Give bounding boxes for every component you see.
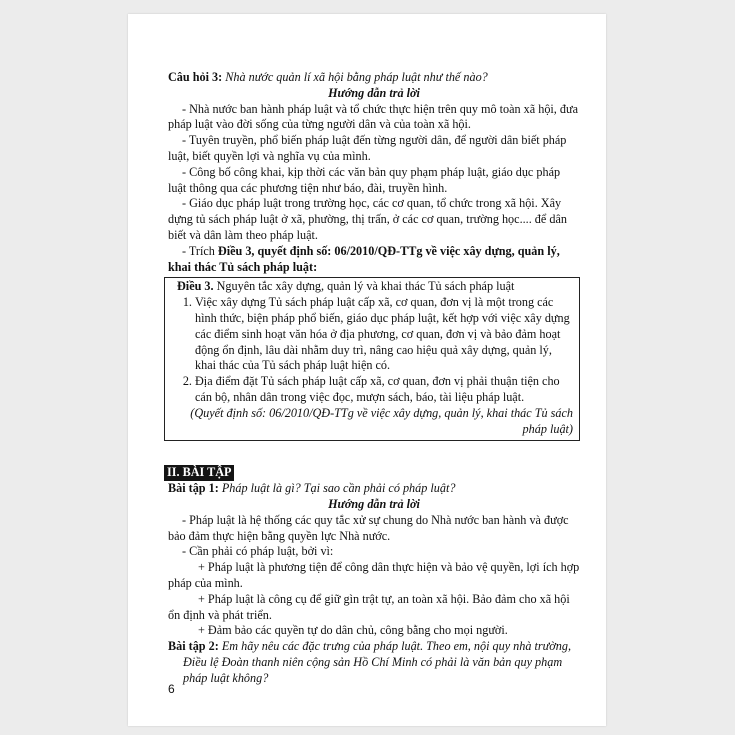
question-3 [168,70,580,86]
ex1-reason: + Pháp luật là phương tiện để công dân thực hiện và bảo vệ quyền, lợi ích hợp pháp của mình. [168,560,580,590]
q3-paragraph: - Công bố công khai, kịp thời các văn bản quy phạm pháp luật, giáo dục pháp luật thông qua các phương tiện như báo, đài, truyền hình. [168,164,561,195]
article-clauses [177,295,573,406]
quoted-article-box [164,277,580,441]
q3-citation [168,244,580,276]
exercise-1-question: Pháp luật là gì? Tại sao cần phải có pháp luật? [221,481,456,496]
question-3-text: Nhà nước quản lí xã hội bằng pháp luật như thế nào? [225,70,488,84]
exercise-2-question: Em hãy nêu các đặc trưng của pháp luật. Theo em, nội quy nhà trường, Điều lệ Đoàn thanh niên cộng sản Hồ Chí Minh có phải là văn bản quy phạm pháp luật không? [183,639,571,685]
ex1-paragraph: - Pháp luật là hệ thống các quy tắc xử sự chung do Nhà nước ban hành và được bảo đảm thực hiện bằng quyền lực Nhà nước. [168,512,569,543]
exercise-2-label: Bài tập 2: [168,639,219,654]
page-number: 6 [168,682,175,696]
q3-paragraph: - Nhà nước ban hành pháp luật và tổ chức thực hiện trên quy mô toàn xã hội, đưa pháp luật vào đời sống của từng người dân và của toàn xã hội. [168,101,579,132]
article-number: Điều 3. [177,279,214,294]
answer-guide-heading: Hướng dẫn trả lời [328,85,420,100]
ex1-reason: + Pháp luật là công cụ để giữ gìn trật tự, an toàn xã hội. Bảo đảm cho xã hội ổn định và phát triển. [168,591,570,622]
exercise-2 [168,639,580,686]
answer-guide-heading: Hướng dẫn trả lời [328,496,420,511]
page-content [168,70,580,686]
article-source: (Quyết định số: 06/2010/QĐ-TTg về việc xây dựng, quản lý, khai thác Tủ sách pháp luật) [190,405,573,436]
exercise-1-label: Bài tập 1: [168,481,219,496]
citation-prefix: - Trích [182,243,218,258]
question-3-label: Câu hỏi 3: [168,70,223,84]
q3-paragraph: - Giáo dục pháp luật trong trường học, các cơ quan, tổ chức trong xã hội. Xây dựng tủ sách pháp luật ở xã, phường, thị trấn, ở các cơ quan, trường học.... để dân biết và dân làm theo pháp luật. [168,196,567,242]
article-clause: 2. Địa điểm đặt Tủ sách pháp luật cấp xã, cơ quan, đơn vị phải thuận tiện cho cán bộ, nhân dân trong việc đọc, mượn sách, báo, tài liệu pháp luật. [195,374,573,406]
document-page [128,14,606,726]
citation-title: Điều 3, quyết định số: 06/2010/QĐ-TTg về việc xây dựng, quản lý, khai thác Tủ sách pháp luật: [168,243,560,274]
ex1-reason: + Đảm bảo các quyền tự do dân chủ, công bằng cho mọi người. [198,623,508,638]
section-heading: II. BÀI TẬP [164,465,234,481]
ex1-paragraph: - Cần phải có pháp luật, bởi vì: [182,544,334,559]
article-clause: 1. Việc xây dựng Tủ sách pháp luật cấp xã, cơ quan, đơn vị là một trong các hình thức, biện pháp phổ biến, giáo dục pháp luật, kết hợp với việc xây dựng các điểm sinh hoạt văn hóa ở địa phương, cơ quan, đơn vị và bảo đảm hoạt động ổn định, lâu dài nhằm duy trì, nâng cao hiệu quả xây dựng, quản lý, khai thác của Tủ sách pháp luật hiện có. [195,295,573,374]
article-title [177,279,573,295]
q3-paragraph: - Tuyên truyền, phổ biến pháp luật đến từng người dân, để người dân biết pháp luật, biết quyền lợi và nghĩa vụ của mình. [168,133,567,163]
exercise-1 [168,481,580,497]
article-heading: Nguyên tắc xây dựng, quản lý và khai thác Tủ sách pháp luật [213,279,515,294]
